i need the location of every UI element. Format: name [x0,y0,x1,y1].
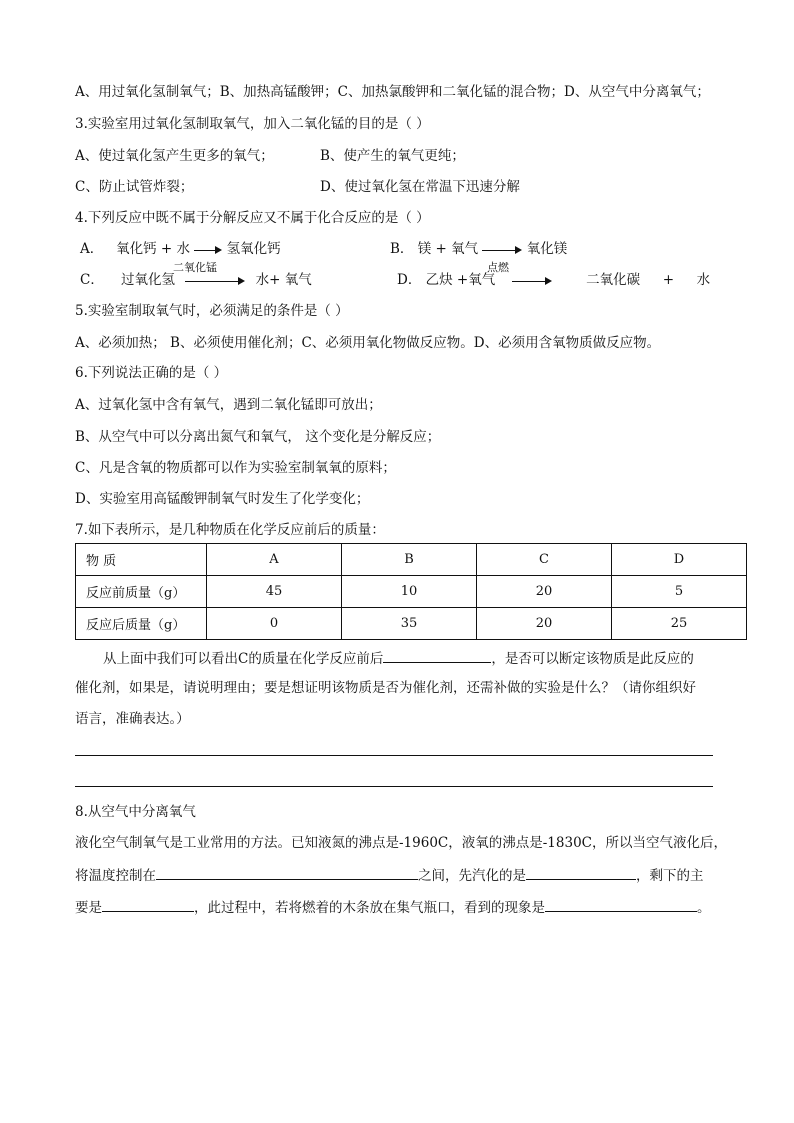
q4-b-reactants: 镁 + 氧气 [417,241,479,257]
q8-text: ，此过程中，若将燃着的木条放在集气瓶口，看到的现象是 [194,900,545,916]
q8-text: 将温度控制在 [75,868,156,884]
q7-answer-line[interactable] [75,755,713,756]
q4-c-products: 水+ 氧气 [255,272,312,288]
q8-title: 8.从空气中分离氧气 [75,804,196,820]
q6-stem: 6.下列说法正确的是（ ） [75,365,228,381]
q5-stem: 5.实验室制取氧气时，必须满足的条件是（ ） [75,303,349,319]
q4-a-prefix: A． [80,241,104,257]
q8-blank-phenomenon[interactable] [545,897,697,912]
q8-line-3 [75,897,711,917]
table-cell: 25 [612,608,747,640]
q4-c-condition: 二氧化锰 [173,261,217,274]
q6-option-a: A、过氧化氢中含有氧气，遇到二氧化锰即可放出； [75,397,382,413]
q4-d-reactants: 乙炔 +氧气 [425,272,496,288]
q8-text: 之间，先汽化的是 [418,868,526,884]
q4-c-reactant: 过氧化氢 [121,272,176,288]
q4-b-prefix: B． [390,241,414,257]
q4-d-plus: + [662,272,675,288]
q4-a-reactants: 氧化钙 + 水 [116,241,191,257]
q4-b-product: 氧化镁 [526,241,568,257]
q3-stem: 3.实验室用过氧化氢制取氧气，加入二氧化锰的目的是（ ） [75,116,430,132]
q8-line-2 [75,865,704,885]
table-cell: 45 [207,576,342,608]
q7-question-line-2: 催化剂，如果是，请说明理由；要是想证明该物质是否为催化剂，还需补做的实验是什么？（请你组织好 [75,680,696,696]
q6-option-b: B、从空气中可以分离出氮气和氧气， 这个变化是分解反应； [75,429,441,445]
q7-stem: 7.如下表所示，是几种物质在化学反应前后的质量： [75,522,385,538]
table-header-row [76,544,747,576]
q3-option-b: B、使产生的氧气更纯； [320,148,465,164]
table-header-cell: A [207,544,342,576]
q7-blank-mass-change[interactable] [383,648,491,663]
table-cell: 35 [342,608,477,640]
table-header-cell: D [612,544,747,576]
q4-stem: 4.下列反应中既不属于分解反应又不属于化合反应的是（ ） [75,210,430,226]
q3-option-c: C、防止试管炸裂； [75,179,194,195]
q8-blank-temperature[interactable] [156,865,418,880]
q7-text: 从上面中我们可以看出C的质量在化学反应前后 [103,651,384,667]
mass-table [75,543,747,640]
q6-option-c: C、凡是含氧的物质都可以作为实验室制氧氧的原料； [75,460,396,476]
q7-answer-line[interactable] [75,786,713,787]
table-row [76,608,747,640]
q4-d-product-1: 二氧化碳 [586,272,641,288]
q4-option-d [397,271,710,289]
table-header-cell: C [477,544,612,576]
q4-option-a [80,240,281,258]
reaction-arrow-icon [482,245,522,255]
q8-text: 。 [697,900,711,916]
q7-question-line-3: 语言，准确表达。） [75,711,190,727]
table-cell: 20 [477,576,612,608]
q3-option-a: A、使过氧化氢产生更多的氧气； [75,148,274,164]
q7-question-line-1 [103,648,694,668]
q2-options: A、用过氧化氢制氧气；B、加热高锰酸钾；C、加热氯酸钾和二氧化锰的混合物；D、从空气中分离氧气； [75,84,710,100]
table-row [76,576,747,608]
q4-d-condition: 点燃 [487,261,509,274]
table-cell: 10 [342,576,477,608]
q4-c-prefix: C． [80,272,104,288]
q3-option-d: D、使过氧化氢在常温下迅速分解 [320,179,520,195]
reaction-arrow-icon [512,276,552,286]
q8-text: 要是 [75,900,102,916]
table-header-cell: B [342,544,477,576]
q4-d-prefix: D． [397,272,422,288]
q4-option-b [390,240,567,258]
table-cell: 5 [612,576,747,608]
q7-text: ，是否可以断定该物质是此反应的 [491,651,694,667]
table-cell: 20 [477,608,612,640]
table-cell: 反应后质量（g） [76,608,207,640]
q6-option-d: D、实验室用高锰酸钾制氧气时发生了化学变化； [75,491,370,507]
table-header-cell: 物 质 [76,544,207,576]
table-cell: 0 [207,608,342,640]
q8-blank-first-vaporized[interactable] [526,865,636,880]
q8-blank-remaining[interactable] [102,897,194,912]
q4-d-product-2: 水 [696,272,711,288]
q8-line-1: 液化空气制氧气是工业常用的方法。已知液氮的沸点是-1960C，液氧的沸点是-1830C，所以当空气液化后， [75,835,727,851]
table-cell: 反应前质量（g） [76,576,207,608]
reaction-arrow-icon [194,245,222,255]
q4-a-product: 氢氧化钙 [226,241,281,257]
reaction-arrow-icon [185,276,245,286]
q5-options: A、必须加热； B、必须使用催化剂；C、必须用氧化物做反应物。D、必须用含氧物质做反应物。 [75,335,661,351]
q8-text: ，剩下的主 [636,868,704,884]
